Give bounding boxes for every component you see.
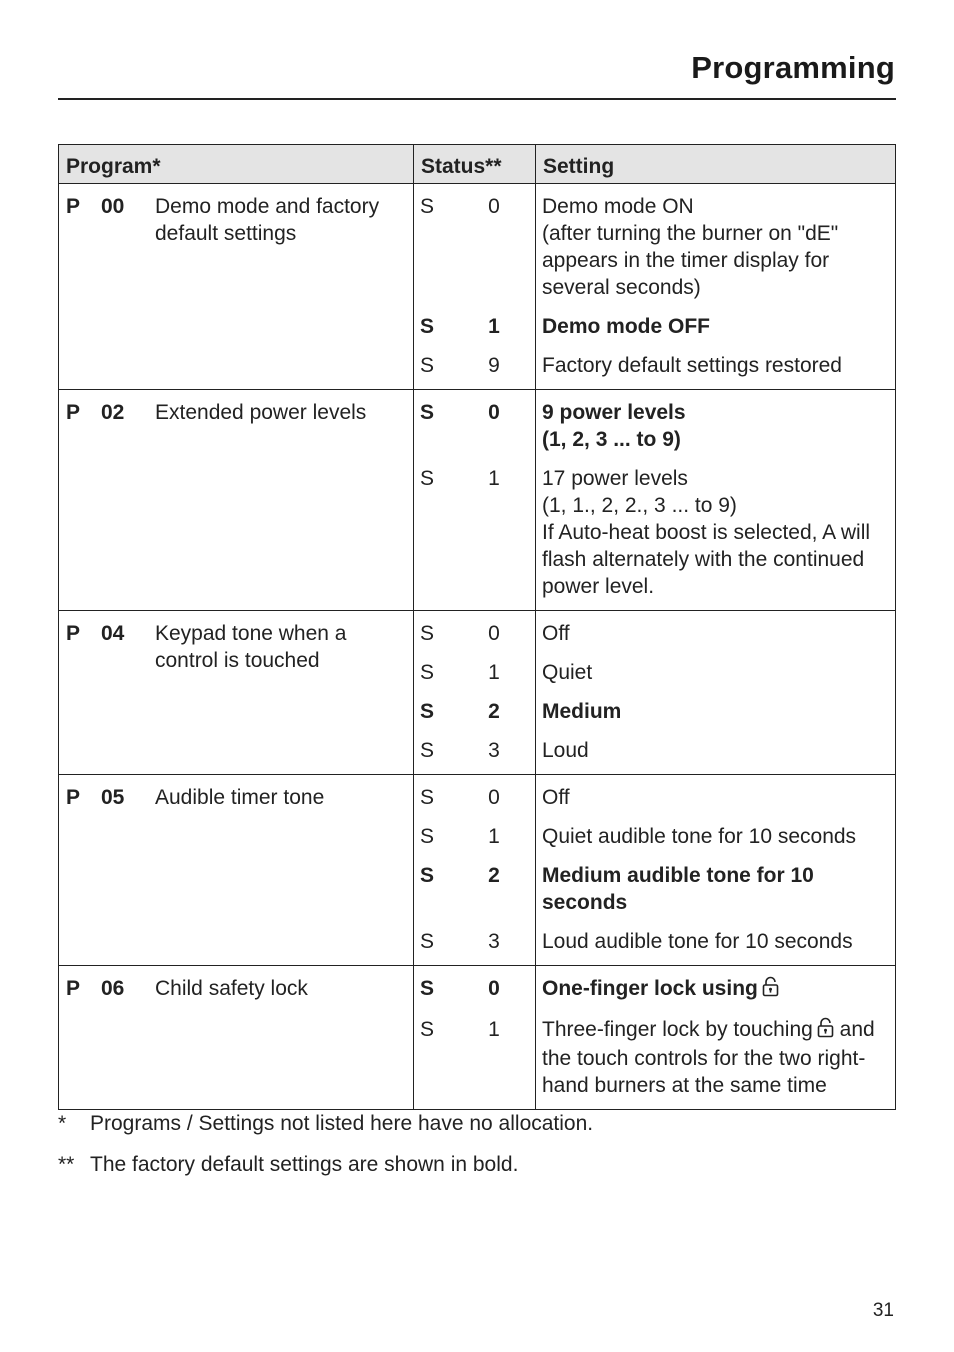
- status-cell: [414, 966, 536, 1110]
- setting-entry: [542, 465, 889, 600]
- footnote-text: The factory default settings are shown in bold.: [90, 1153, 519, 1176]
- setting-entry: [542, 1016, 889, 1099]
- program-letter: P: [66, 786, 81, 809]
- status-entry: [420, 1016, 535, 1099]
- setting-text: Demo mode OFF: [542, 315, 711, 338]
- setting-entry: [542, 659, 889, 686]
- status-value: 0: [488, 195, 500, 218]
- status-value: 0: [488, 622, 500, 645]
- setting-text: Loud: [542, 739, 589, 762]
- status-value: 0: [488, 401, 500, 424]
- program-number: 04: [101, 622, 125, 645]
- program-letter: P: [66, 195, 81, 218]
- status-entry: [420, 928, 535, 955]
- status-letter: S: [420, 864, 435, 887]
- setting-entry: [542, 193, 889, 301]
- program-description: Extended power levels: [155, 401, 367, 424]
- status-value: 1: [488, 661, 500, 684]
- status-letter: S: [420, 661, 435, 684]
- setting-text: Demo mode ON (after turning the burner on "dE" appears in the timer display for several seconds): [542, 195, 839, 299]
- table-row: [59, 775, 896, 966]
- setting-text: 9 power levels (1, 2, 3 ... to 9): [542, 401, 686, 451]
- page-title: Programming: [691, 50, 895, 85]
- programming-table: [58, 144, 896, 1110]
- table-row: [59, 390, 896, 611]
- status-value: 3: [488, 739, 500, 762]
- setting-entry: [542, 399, 889, 453]
- setting-text: Medium audible tone for 10 seconds: [542, 864, 814, 914]
- table-row: [59, 611, 896, 775]
- setting-text: Off: [542, 786, 570, 809]
- program-cell: [59, 611, 414, 775]
- setting-entry: [542, 975, 889, 1004]
- status-letter: S: [420, 622, 435, 645]
- status-letter: S: [420, 739, 435, 762]
- status-value: 2: [488, 700, 500, 723]
- setting-entry: [542, 928, 889, 955]
- program-description: Audible timer tone: [155, 786, 325, 809]
- status-letter: S: [420, 825, 435, 848]
- status-value: 1: [488, 1018, 500, 1041]
- setting-text: Quiet audible tone for 10 seconds: [542, 825, 857, 848]
- setting-entry: [542, 313, 889, 340]
- setting-entry: [542, 698, 889, 725]
- setting-text: Off: [542, 622, 570, 645]
- status-value: 0: [488, 786, 500, 809]
- status-letter: S: [420, 467, 435, 490]
- setting-text: Medium: [542, 700, 622, 723]
- status-entry: [420, 975, 535, 1004]
- table-row: [59, 184, 896, 390]
- setting-text-continued: and the touch controls for the two right-hand burners at the same time: [542, 1018, 875, 1097]
- status-entry: [420, 313, 535, 340]
- setting-cell: [536, 390, 896, 611]
- status-cell: [414, 775, 536, 966]
- table-header-row: [59, 145, 896, 184]
- footnote-mark: *: [58, 1112, 67, 1135]
- status-letter: S: [420, 930, 435, 953]
- status-entry: [420, 784, 535, 811]
- setting-text: 17 power levels (1, 1., 2, 2., 3 ... to 9) If Auto-heat boost is selected, A will flash alternately with the continued power level.: [542, 467, 871, 598]
- status-letter: S: [420, 354, 435, 377]
- program-cell: [59, 390, 414, 611]
- setting-text: Loud audible tone for 10 seconds: [542, 930, 853, 953]
- setting-entry: [542, 862, 889, 916]
- status-cell: [414, 184, 536, 390]
- status-letter: S: [420, 700, 435, 723]
- program-number: 06: [101, 977, 125, 1000]
- setting-entry: [542, 823, 889, 850]
- status-letter: S: [420, 195, 435, 218]
- program-number: 02: [101, 401, 125, 424]
- lock-icon: [817, 1017, 834, 1045]
- lock-icon: [762, 976, 779, 1004]
- status-value: 1: [488, 315, 500, 338]
- status-value: 9: [488, 354, 500, 377]
- status-cell: [414, 611, 536, 775]
- status-entry: [420, 352, 535, 379]
- footnote-2: [58, 1151, 518, 1178]
- status-entry: [420, 737, 535, 764]
- header-setting: Setting: [536, 145, 896, 184]
- program-letter: P: [66, 622, 81, 645]
- status-letter: S: [420, 977, 435, 1000]
- status-value: 0: [488, 977, 500, 1000]
- setting-text: Quiet: [542, 661, 593, 684]
- setting-entry: [542, 784, 889, 811]
- setting-cell: [536, 611, 896, 775]
- status-entry: [420, 823, 535, 850]
- status-letter: S: [420, 401, 435, 424]
- status-letter: S: [420, 315, 435, 338]
- program-cell: [59, 966, 414, 1110]
- program-description: Keypad tone when a control is touched: [155, 622, 347, 672]
- program-cell: [59, 775, 414, 966]
- setting-entry: [542, 737, 889, 764]
- setting-cell: [536, 184, 896, 390]
- status-entry: [420, 620, 535, 647]
- program-description: Demo mode and factory default settings: [155, 195, 380, 245]
- status-entry: [420, 659, 535, 686]
- header-status: Status**: [414, 145, 536, 184]
- header-program: Program*: [59, 145, 414, 184]
- program-description: Child safety lock: [155, 977, 308, 1000]
- status-entry: [420, 193, 535, 301]
- program-number: 00: [101, 195, 125, 218]
- status-value: 2: [488, 864, 500, 887]
- status-letter: S: [420, 1018, 435, 1041]
- program-letter: P: [66, 977, 81, 1000]
- status-entry: [420, 862, 535, 916]
- status-entry: [420, 399, 535, 453]
- setting-text: Factory default settings restored: [542, 354, 842, 377]
- status-letter: S: [420, 786, 435, 809]
- status-value: 1: [488, 467, 500, 490]
- status-entry: [420, 698, 535, 725]
- setting-text: Three-finger lock by touching: [542, 1018, 813, 1041]
- status-value: 1: [488, 825, 500, 848]
- status-value: 3: [488, 930, 500, 953]
- table-row: [59, 966, 896, 1110]
- setting-entry: [542, 352, 889, 379]
- page-number: 31: [872, 1300, 894, 1321]
- footnote-text: Programs / Settings not listed here have no allocation.: [90, 1112, 594, 1135]
- program-number: 05: [101, 786, 125, 809]
- program-cell: [59, 184, 414, 390]
- setting-text: One-finger lock using: [542, 977, 758, 1000]
- program-letter: P: [66, 401, 81, 424]
- footnote-1: [58, 1110, 593, 1137]
- setting-cell: [536, 966, 896, 1110]
- setting-cell: [536, 775, 896, 966]
- header-divider: [58, 98, 896, 100]
- status-entry: [420, 465, 535, 600]
- footnote-mark: **: [58, 1153, 75, 1176]
- status-cell: [414, 390, 536, 611]
- setting-entry: [542, 620, 889, 647]
